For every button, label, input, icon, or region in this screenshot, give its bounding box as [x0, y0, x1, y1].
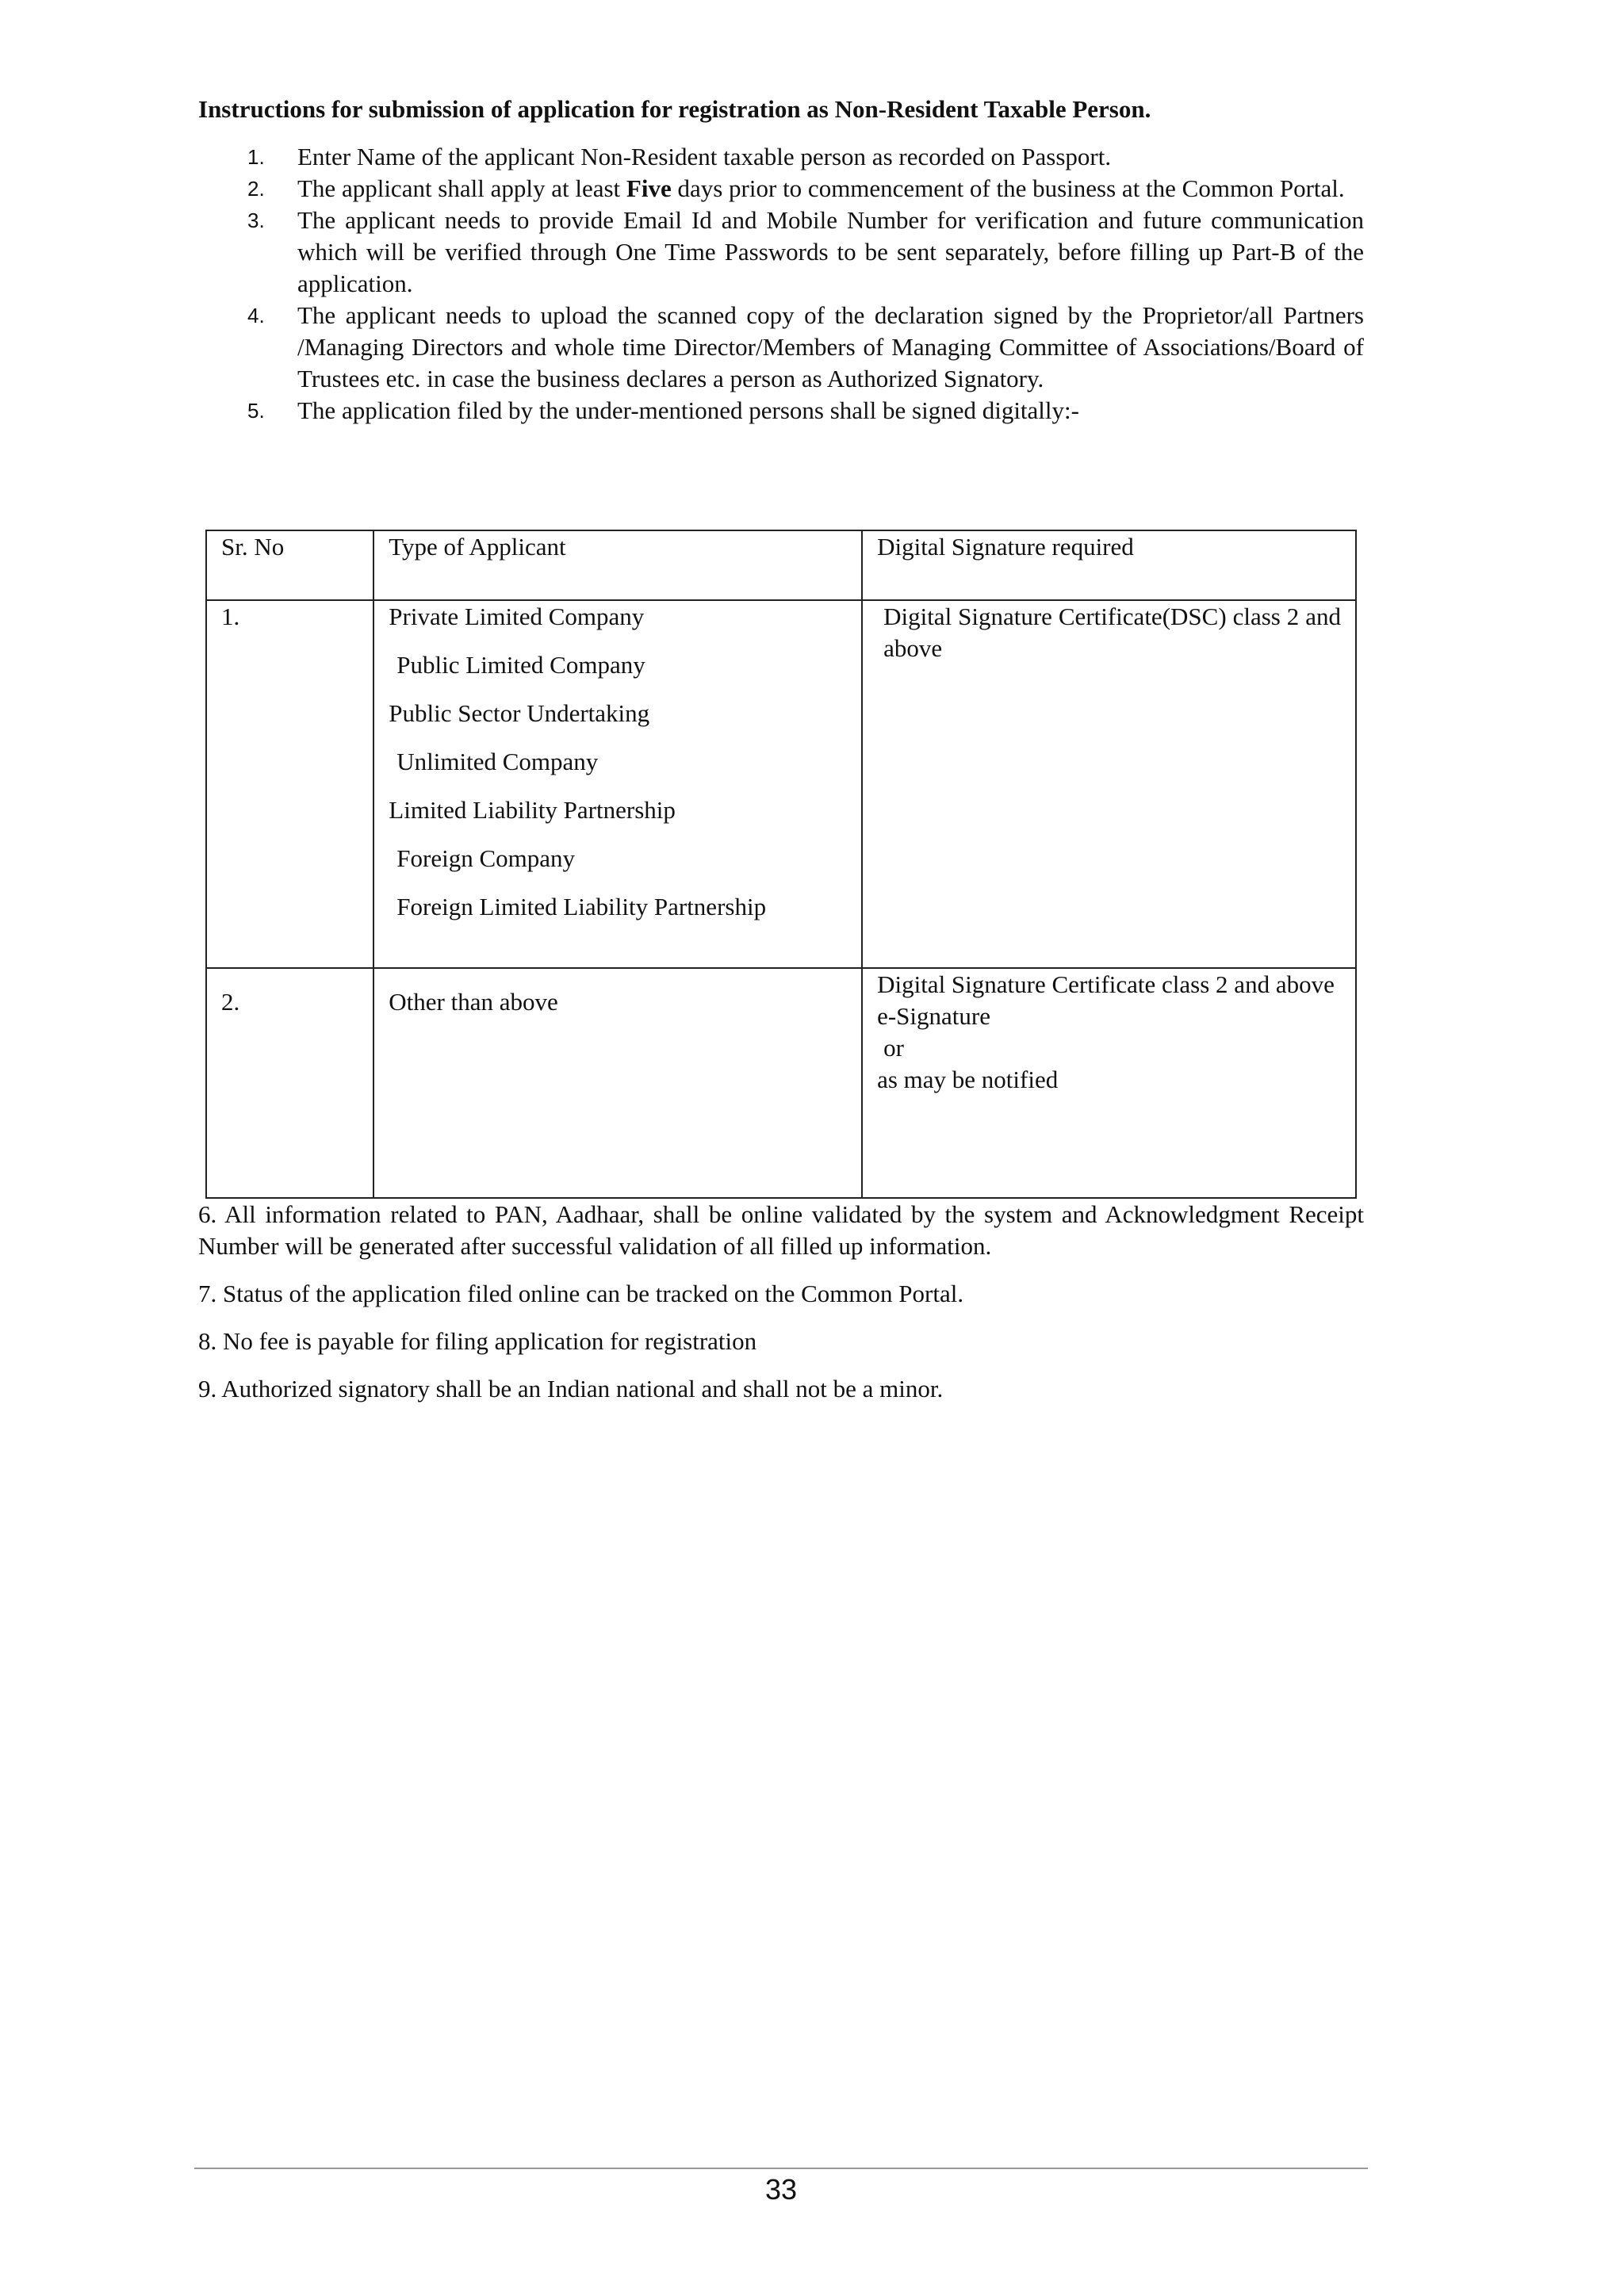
instruction-number: 1.: [247, 145, 265, 169]
header-digital-signature: Digital Signature required: [862, 530, 1356, 600]
instruction-text: days prior to commencement of the business at the Common Portal.: [671, 174, 1345, 202]
applicant-type: Foreign Limited Liability Partnership: [396, 893, 767, 920]
instructions-list: [198, 141, 1364, 427]
row-sr-no: 1.: [206, 600, 373, 968]
instructions-section: [198, 94, 1364, 427]
instruction-text: Enter Name of the applicant Non-Resident taxable person as recorded on Passport.: [297, 143, 1112, 170]
note-item: 6. All information related to PAN, Aadhaar, shall be online validated by the system and Acknowledgment Receipt Number will be generated after successful validation of all filled up information.: [198, 1200, 1364, 1260]
footer-divider: [194, 2168, 1368, 2169]
applicant-type: Foreign Company: [396, 844, 576, 872]
instruction-text: The applicant shall apply at least: [297, 174, 626, 202]
instruction-number: 2.: [247, 177, 265, 201]
applicant-type: Public Limited Company: [396, 651, 645, 679]
header-type-of-applicant: Type of Applicant: [373, 530, 862, 600]
signature-requirement: as may be notified: [877, 1066, 1059, 1093]
row-applicant-types: [373, 968, 862, 1198]
table-row: [206, 968, 1356, 1198]
row-applicant-types: [373, 600, 862, 968]
signature-requirement: Digital Signature Certificate(DSC) class 2 and above: [883, 603, 1341, 662]
row-signature-required: [862, 600, 1356, 968]
instruction-item: [198, 300, 1364, 395]
instruction-bold-text: Five: [626, 174, 672, 202]
applicant-type: Other than above: [389, 988, 558, 1016]
page-heading: Instructions for submission of application for registration as Non-Resident Taxable Person.: [198, 95, 1151, 123]
additional-notes: [198, 1199, 1364, 1421]
header-sr-no: Sr. No: [206, 530, 373, 600]
page-number: 33: [764, 2173, 798, 2206]
table-row: [206, 600, 1356, 968]
instruction-number: 4.: [247, 304, 265, 327]
signature-requirement: or: [883, 1034, 904, 1062]
note-item: 7. Status of the application filed online can be tracked on the Common Portal.: [198, 1280, 964, 1307]
applicant-type: Private Limited Company: [389, 603, 645, 630]
instruction-text: The applicant needs to provide Email Id and Mobile Number for verification and future communication which will be verified through One Time Passwords to be sent separately, before filling up Part-B of the application.: [297, 206, 1364, 297]
applicant-type: Limited Liability Partnership: [389, 796, 676, 824]
instruction-text: The applicant needs to upload the scanned copy of the declaration signed by the Proprietor/all Partners /Managing Directors and whole time Director/Members of Managing Committee of Associations/Board of Trustees etc. in case the business declares a person as Authorized Signatory.: [297, 301, 1364, 392]
applicant-type: Unlimited Company: [396, 748, 599, 775]
instruction-item: [198, 395, 1364, 427]
signature-requirement: e-Signature: [877, 1002, 990, 1030]
instruction-number: 5.: [247, 399, 265, 423]
instruction-text: The application filed by the under-mentioned persons shall be signed digitally:-: [297, 396, 1079, 424]
row-signature-required: [862, 968, 1356, 1198]
table-header-row: [206, 530, 1356, 600]
note-item: 8. No fee is payable for filing application for registration: [198, 1327, 757, 1355]
instruction-item: [198, 173, 1364, 205]
signature-requirement: Digital Signature Certificate class 2 and above: [877, 970, 1335, 998]
instruction-item: [198, 205, 1364, 300]
instruction-number: 3.: [247, 209, 265, 232]
row-sr-no: 2.: [206, 968, 373, 1198]
note-item: 9. Authorized signatory shall be an Indian national and shall not be a minor.: [198, 1375, 944, 1402]
digital-signature-table: [205, 530, 1357, 1199]
instruction-item: [198, 141, 1364, 173]
applicant-type: Public Sector Undertaking: [389, 699, 650, 727]
